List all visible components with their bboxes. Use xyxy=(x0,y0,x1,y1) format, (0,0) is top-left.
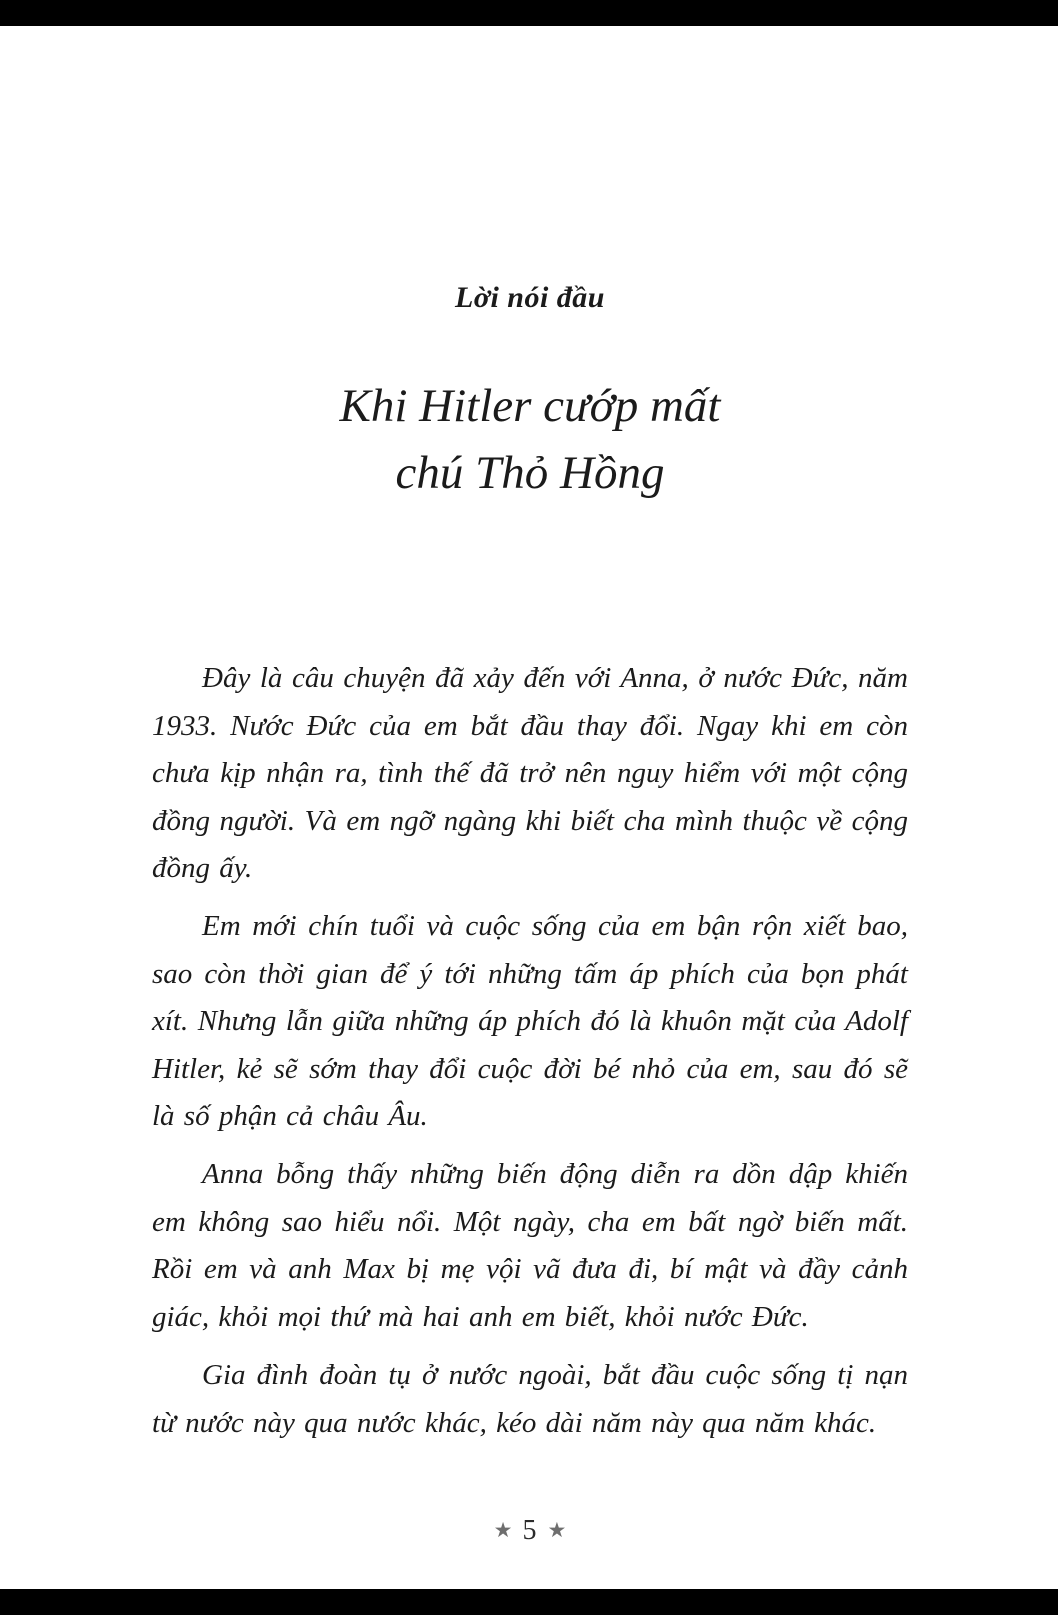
book-title xyxy=(152,373,908,507)
top-border xyxy=(0,0,1058,26)
section-heading: Lời nói đầu xyxy=(455,281,605,314)
body-paragraph: Anna bỗng thấy những biến động diễn ra dồn dập khiến em không sao hiểu nổi. Một ngày, cha em bất ngờ biến mất. Rồi em và anh Max bị mẹ vội vã đưa đi, bí mật và đầy cảnh giác, khỏi mọi thứ mà hai anh em biết, khỏi nước Đức. xyxy=(152,1158,908,1333)
bottom-border xyxy=(0,1589,1058,1615)
page-number: 5 xyxy=(522,1514,538,1546)
title-line-1: Khi Hitler cướp mất xyxy=(339,380,721,432)
body-paragraph: Em mới chín tuổi và cuộc sống của em bận rộn xiết bao, sao còn thời gian để ý tới những tấm áp phích của bọn phát xít. Nhưng lẫn giữa những áp phích đó là khuôn mặt của Adolf Hitler, kẻ sẽ sớm thay đổi cuộc đời bé nhỏ của em, sau đó sẽ là số phận cả châu Âu. xyxy=(152,910,908,1133)
page-footer xyxy=(152,1515,908,1547)
title-line-2: chú Thỏ Hồng xyxy=(395,447,665,500)
body-text xyxy=(152,655,908,1447)
body-paragraph: Gia đình đoàn tụ ở nước ngoài, bắt đầu cuộc sống tị nạn từ nước này qua nước khác, kéo dài năm này qua năm khác. xyxy=(152,1359,908,1439)
page-content xyxy=(0,26,1058,1589)
star-icon-right: ★ xyxy=(547,1517,567,1542)
star-icon-left: ★ xyxy=(493,1517,513,1542)
body-paragraph: Đây là câu chuyện đã xảy đến với Anna, ở nước Đức, năm 1933. Nước Đức của em bắt đầu thay đổi. Ngay khi em còn chưa kịp nhận ra, tình thế đã trở nên nguy hiểm với một cộng đồng người. Và em ngỡ ngàng khi biết cha mình thuộc về cộng đồng ấy. xyxy=(152,662,908,885)
